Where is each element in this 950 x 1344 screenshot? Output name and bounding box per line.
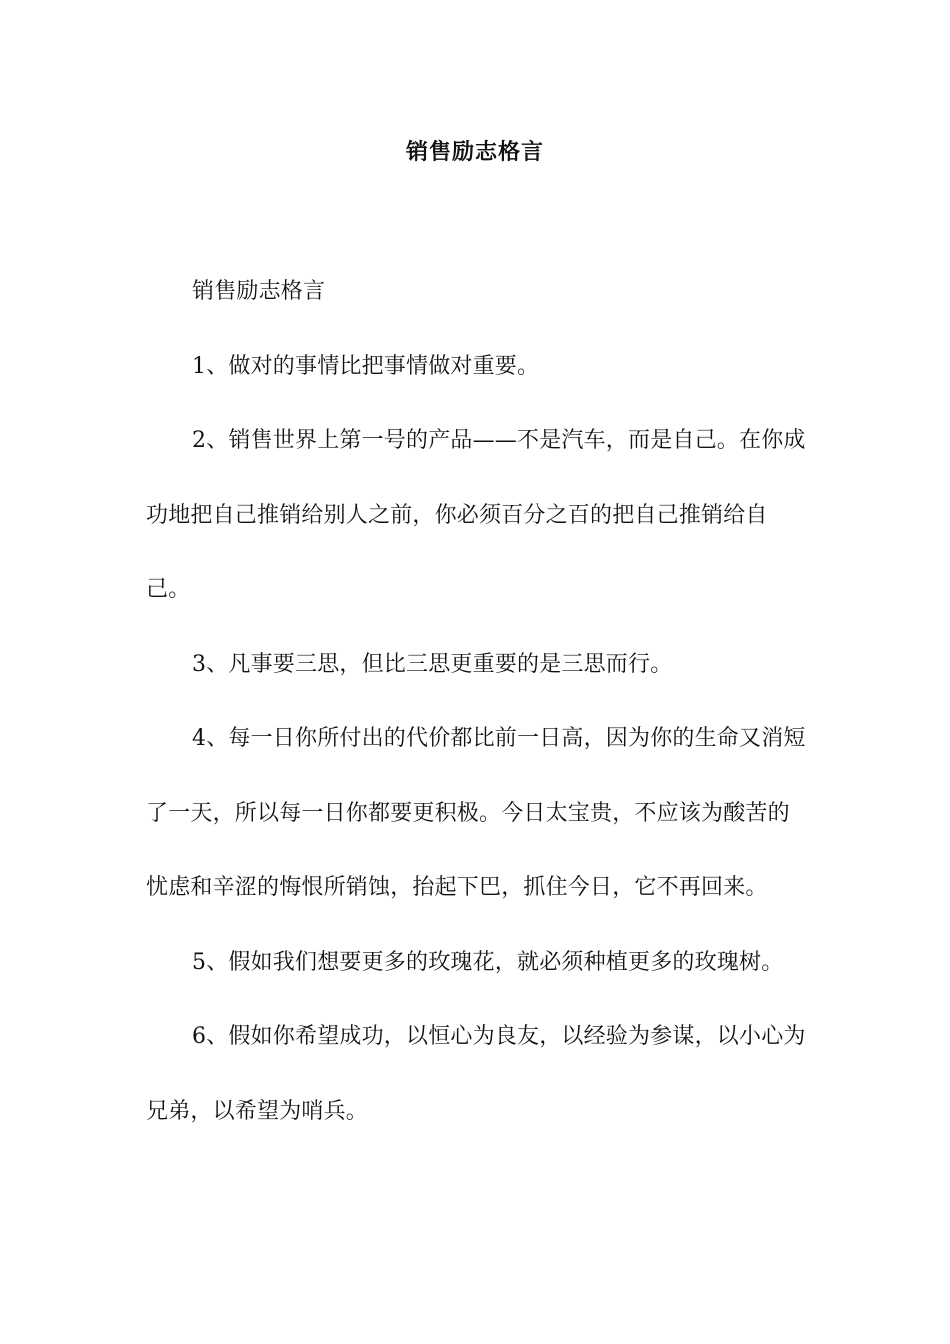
paragraph-2: 2、销售世界上第一号的产品——不是汽车，而是自己。在你成功地把自己推销给别人之前，你必须百分之百的把自己推销给自己。: [146, 428, 806, 602]
document-title: 销售励志格言: [405, 139, 544, 165]
paragraph-1: 1、做对的事情比把事情做对重要。: [192, 353, 540, 379]
paragraph-6: 6、假如你希望成功，以恒心为良友，以经验为参谋，以小心为兄弟，以希望为哨兵。: [146, 1024, 806, 1124]
paragraph-3: 3、凡事要三思，但比三思更重要的是三思而行。: [192, 651, 673, 677]
document-body: [146, 255, 810, 1149]
paragraph-heading: 销售励志格言: [192, 279, 326, 304]
paragraph-5: 5、假如我们想要更多的玫瑰花，就必须种植更多的玫瑰树。: [192, 949, 784, 975]
paragraph-4: 4、每一日你所付出的代价都比前一日高，因为你的生命又消短了一天，所以每一日你都要更积极。今日太宝贵，不应该为酸苦的忧虑和辛涩的悔恨所销蚀，抬起下巴，抓住今日，它不再回来。: [146, 726, 806, 900]
